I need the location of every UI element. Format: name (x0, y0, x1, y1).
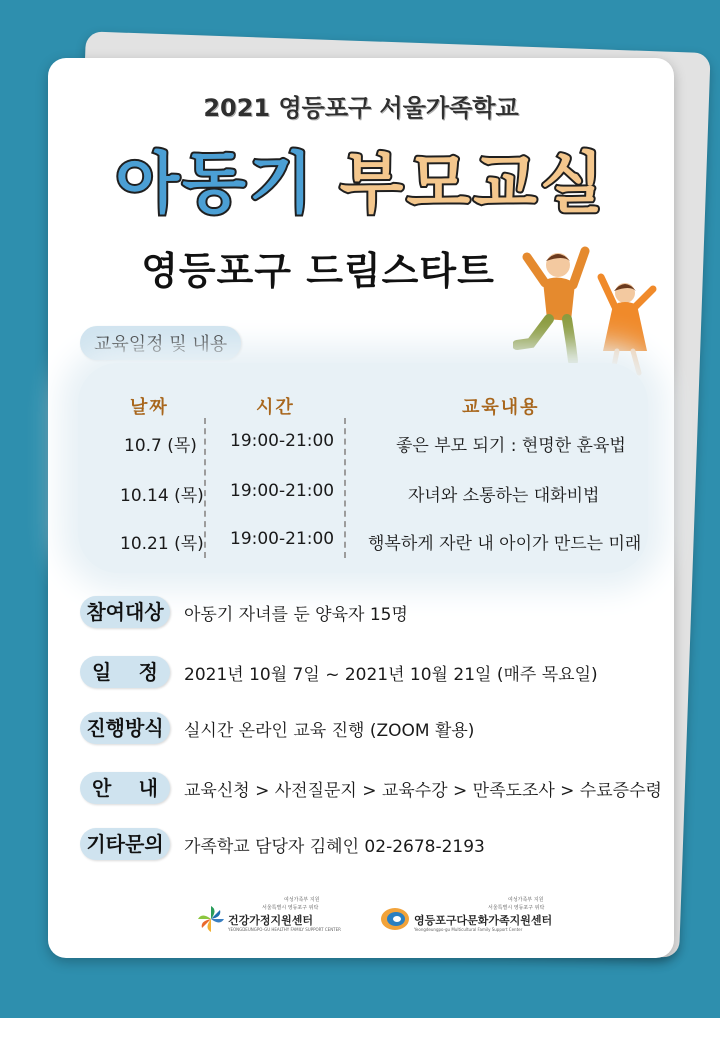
row-1-date: 10.7 (목) (124, 436, 197, 456)
right-logo-name: 영등포구다문화가족지원센터 (414, 914, 553, 927)
poster-headline (48, 130, 674, 225)
guide-label: 안 내 (80, 772, 170, 804)
period-value: 2021년 10월 7일 ~ 2021년 10월 21일 (매주 목요일) (184, 665, 598, 685)
period-label: 일 정 (80, 656, 170, 688)
girl-dress (603, 302, 647, 351)
guide-value: 교육신청 > 사전질문지 > 교육수강 > 만족도조사 > 수료증수령 (184, 781, 662, 801)
left-logo-en: YEONGDEUNGPO-GU HEALTHY FAMILY SUPPORT CENTER (228, 927, 341, 932)
bottom-strip (0, 1018, 720, 1040)
row-3-time: 19:00-21:00 (230, 529, 335, 549)
girl-right-leg (633, 351, 639, 373)
header-content: 교육내용 (462, 397, 540, 418)
boy-right-arm (573, 251, 585, 285)
left-logo-tiny-1: 여성가족부 지원 (284, 897, 320, 903)
headline-part-2: 부모교실 (339, 145, 607, 222)
dancing-children-illustration (513, 233, 673, 383)
healthy-family-center-logo (196, 896, 366, 936)
row-1-content: 좋은 부모 되기 : 현명한 훈육법 (396, 436, 626, 456)
target-value: 아동기 자녀를 둔 양육자 15명 (184, 605, 408, 625)
poster-card (48, 58, 674, 958)
method-label: 진행방식 (80, 712, 170, 744)
row-2-date: 10.14 (목) (120, 486, 204, 506)
girl-left-arm (601, 277, 615, 307)
target-label: 참여대상 (80, 596, 170, 628)
program-name: 영등포구 드림스타트 (141, 249, 495, 293)
left-logo-name: 건강가정지원센터 (228, 914, 314, 927)
boy-right-leg (567, 319, 573, 361)
multicultural-center-logo (380, 896, 580, 936)
row-3-date: 10.21 (목) (120, 534, 204, 554)
row-2-time: 19:00-21:00 (230, 481, 335, 501)
contact-value: 가족학교 담당자 김혜인 02-2678-2193 (184, 837, 485, 857)
header-time: 시간 (256, 397, 295, 418)
schedule-section-label: 교육일정 및 내용 (80, 326, 241, 360)
pinwheel-logo-icon (196, 904, 226, 934)
header-date: 날짜 (130, 397, 169, 418)
right-logo-en: Yeongdeungpo-gu Multicultural Family Support Center (414, 927, 523, 932)
left-logo-tiny-2: 서울특별시 영등포구 위탁 (262, 905, 319, 911)
poster-subtitle: 2021 영등포구 서울가족학교 (203, 94, 519, 122)
method-value: 실시간 온라인 교육 진행 (ZOOM 활용) (184, 721, 475, 741)
schedule-table (78, 363, 648, 573)
boy-left-arm (527, 257, 545, 283)
row-1-time: 19:00-21:00 (230, 431, 335, 451)
row-2-content: 자녀와 소통하는 대화비법 (408, 486, 600, 506)
column-separator-2 (344, 418, 346, 558)
swirl-logo-icon (380, 906, 410, 932)
boy-left-leg (517, 319, 549, 345)
girl-right-arm (635, 289, 653, 307)
row-3-content: 행복하게 자란 내 아이가 만드는 미래 (368, 534, 642, 554)
contact-label: 기타문의 (80, 828, 170, 860)
right-logo-tiny-2: 서울특별시 영등포구 위탁 (488, 905, 545, 911)
right-logo-tiny-1: 여성가족부 지원 (508, 897, 544, 903)
headline-part-1: 아동기 (115, 145, 316, 222)
column-separator-1 (204, 418, 206, 558)
